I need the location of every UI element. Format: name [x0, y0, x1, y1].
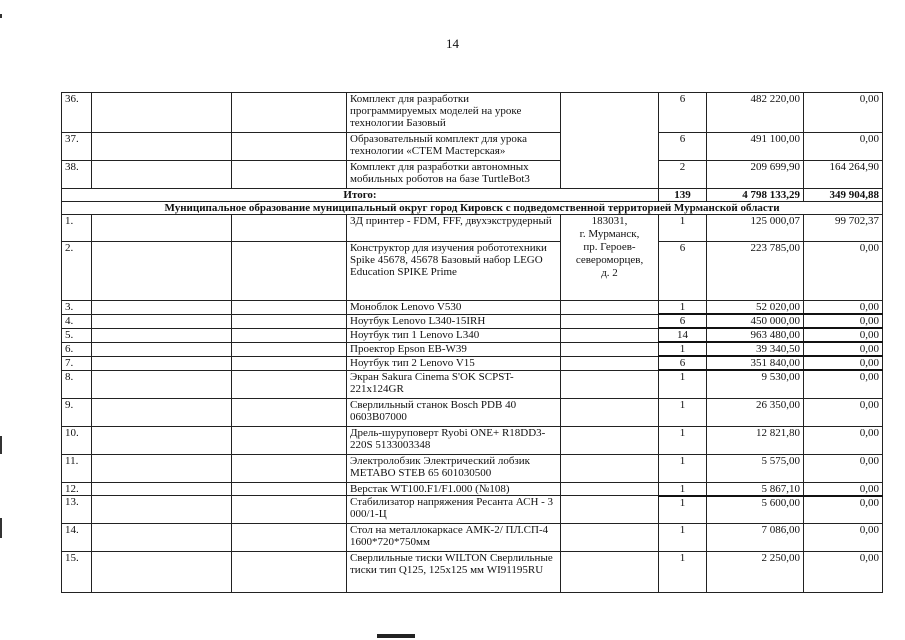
empty-cell: [561, 301, 659, 315]
empty-cell: [561, 482, 659, 496]
item-name: Экран Sakura Cinema S'OK SCPST-221x124GR: [347, 370, 561, 398]
row-number: 12.: [62, 482, 92, 496]
total-row: [62, 189, 883, 202]
item-sum: 52 020,00: [707, 301, 804, 315]
total-extra: 349 904,88: [804, 189, 883, 202]
item-sum: 963 480,00: [707, 328, 804, 342]
row-number: 9.: [62, 398, 92, 426]
item-sum: 26 350,00: [707, 398, 804, 426]
row-number: 38.: [62, 161, 92, 189]
address-line: североморцев,: [575, 254, 644, 266]
item-qty: 14: [659, 328, 707, 342]
empty-cell: [561, 93, 659, 189]
empty-cell: [92, 133, 232, 161]
item-sum: 209 699,90: [707, 161, 804, 189]
address-line: д. 2: [601, 267, 618, 279]
item-sum: 5 600,00: [707, 496, 804, 524]
empty-cell: [232, 328, 347, 342]
section-title: Муниципальное образование муниципальный округ город Кировск с подведомственной территорией Мурманской области: [62, 202, 883, 215]
item-name: Сверлильный станок Bosch PDB 40 0603B07000: [347, 398, 561, 426]
item-sum: 482 220,00: [707, 93, 804, 133]
empty-cell: [561, 524, 659, 552]
item-name: Верстак WT100.F1/F1.000 (№108): [347, 482, 561, 496]
address-line: г. Мурманск,: [579, 228, 640, 240]
previous-rows: [62, 93, 883, 215]
item-qty: 1: [659, 524, 707, 552]
table-row: [62, 398, 883, 426]
empty-cell: [561, 426, 659, 454]
item-extra: 0,00: [804, 370, 883, 398]
item-qty: 6: [659, 314, 707, 328]
item-qty: 1: [659, 454, 707, 482]
equipment-table: [61, 92, 883, 593]
item-name: Проектор Epson EB-W39: [347, 342, 561, 356]
item-qty: 1: [659, 398, 707, 426]
empty-cell: [232, 370, 347, 398]
table-row: [62, 482, 883, 496]
item-extra: 0,00: [804, 93, 883, 133]
item-sum: 5 575,00: [707, 454, 804, 482]
item-extra: 0,00: [804, 342, 883, 356]
item-sum: 450 000,00: [707, 314, 804, 328]
empty-cell: [92, 398, 232, 426]
empty-cell: [561, 370, 659, 398]
table-row: [62, 552, 883, 593]
item-extra: 0,00: [804, 133, 883, 161]
item-extra: 0,00: [804, 496, 883, 524]
empty-cell: [232, 93, 347, 133]
item-extra: 0,00: [804, 552, 883, 593]
empty-cell: [232, 356, 347, 370]
empty-cell: [92, 314, 232, 328]
item-extra: 0,00: [804, 398, 883, 426]
empty-cell: [232, 161, 347, 189]
empty-cell: [92, 301, 232, 315]
item-rows: [62, 215, 883, 593]
row-number: 13.: [62, 496, 92, 524]
empty-cell: [92, 426, 232, 454]
item-name: Комплект для разработки программируемых моделей на уроке технологии Базовый: [347, 93, 561, 133]
empty-cell: [561, 356, 659, 370]
item-name: Ноутбук Lenovo L340-15IRH: [347, 314, 561, 328]
row-number: 5.: [62, 328, 92, 342]
item-qty: 1: [659, 552, 707, 593]
empty-cell: [92, 524, 232, 552]
item-sum: 2 250,00: [707, 552, 804, 593]
item-extra: 0,00: [804, 482, 883, 496]
item-sum: 223 785,00: [707, 242, 804, 301]
empty-cell: [232, 454, 347, 482]
item-qty: 1: [659, 370, 707, 398]
footer-mark: [377, 634, 415, 638]
item-sum: 125 000,07: [707, 215, 804, 242]
item-qty: 6: [659, 242, 707, 301]
item-qty: 6: [659, 356, 707, 370]
table-row: [62, 426, 883, 454]
row-number: 6.: [62, 342, 92, 356]
row-number: 11.: [62, 454, 92, 482]
empty-cell: [561, 496, 659, 524]
edge-mark: [0, 436, 2, 454]
item-extra: 0,00: [804, 524, 883, 552]
edge-mark: [0, 14, 2, 18]
empty-cell: [232, 496, 347, 524]
address-line: 183031,: [591, 215, 628, 227]
item-qty: 1: [659, 215, 707, 242]
item-name: Ноутбук тип 1 Lenovo L340: [347, 328, 561, 342]
address-cell: [561, 215, 659, 301]
empty-cell: [92, 356, 232, 370]
empty-cell: [561, 328, 659, 342]
empty-cell: [92, 454, 232, 482]
empty-cell: [561, 314, 659, 328]
item-sum: 7 086,00: [707, 524, 804, 552]
item-qty: 1: [659, 482, 707, 496]
table-row: [62, 133, 883, 161]
item-sum: 39 340,50: [707, 342, 804, 356]
table-row: [62, 161, 883, 189]
item-extra: 0,00: [804, 242, 883, 301]
empty-cell: [92, 215, 232, 242]
table-row: [62, 301, 883, 315]
empty-cell: [232, 301, 347, 315]
table-row: [62, 314, 883, 328]
empty-cell: [561, 552, 659, 593]
empty-cell: [232, 524, 347, 552]
empty-cell: [92, 552, 232, 593]
item-extra: 0,00: [804, 426, 883, 454]
item-qty: 1: [659, 426, 707, 454]
table-row: [62, 356, 883, 370]
section-row: [62, 202, 883, 215]
empty-cell: [232, 242, 347, 301]
item-name: Образовательный комплект для урока технологии «СТЕМ Мастерская»: [347, 133, 561, 161]
item-extra: 164 264,90: [804, 161, 883, 189]
item-extra: 0,00: [804, 328, 883, 342]
row-number: 3.: [62, 301, 92, 315]
table-row: [62, 93, 883, 133]
empty-cell: [232, 482, 347, 496]
page-number: 14: [446, 36, 459, 51]
item-name: Электролобзик Электрический лобзик METABO STEB 65 601030500: [347, 454, 561, 482]
table-row: [62, 524, 883, 552]
table-row: [62, 215, 883, 242]
item-qty: 1: [659, 496, 707, 524]
table-row: [62, 328, 883, 342]
total-sum: 4 798 133,29: [707, 189, 804, 202]
row-number: 8.: [62, 370, 92, 398]
item-sum: 351 840,00: [707, 356, 804, 370]
empty-cell: [232, 342, 347, 356]
empty-cell: [232, 426, 347, 454]
edge-mark: [0, 518, 2, 538]
item-name: Ноутбук тип 2 Lenovo V15: [347, 356, 561, 370]
row-number: 2.: [62, 242, 92, 301]
empty-cell: [92, 328, 232, 342]
item-extra: 0,00: [804, 314, 883, 328]
empty-cell: [92, 242, 232, 301]
row-number: 4.: [62, 314, 92, 328]
table-row: [62, 242, 883, 301]
address-line: пр. Героев-: [583, 241, 636, 253]
total-qty: 139: [659, 189, 707, 202]
total-label: Итого:: [62, 189, 659, 202]
item-extra: 0,00: [804, 454, 883, 482]
item-extra: 99 702,37: [804, 215, 883, 242]
row-number: 7.: [62, 356, 92, 370]
item-sum: 12 821,80: [707, 426, 804, 454]
item-sum: 9 530,00: [707, 370, 804, 398]
empty-cell: [561, 454, 659, 482]
item-extra: 0,00: [804, 356, 883, 370]
empty-cell: [232, 133, 347, 161]
item-qty: 6: [659, 133, 707, 161]
empty-cell: [561, 342, 659, 356]
empty-cell: [232, 314, 347, 328]
empty-cell: [232, 552, 347, 593]
item-name: Стол на металлокаркасе АМК-2/ ПЛ.СП-4 1600*720*750мм: [347, 524, 561, 552]
empty-cell: [92, 482, 232, 496]
item-name: Стабилизатор напряжения Ресанта АСН - 3 000/1-Ц: [347, 496, 561, 524]
empty-cell: [561, 398, 659, 426]
table-row: [62, 342, 883, 356]
item-name: Сверлильные тиски WILTON Сверлильные тиски тип Q125, 125х125 мм WI91195RU: [347, 552, 561, 593]
table-row: [62, 496, 883, 524]
row-number: 1.: [62, 215, 92, 242]
row-number: 10.: [62, 426, 92, 454]
item-qty: 6: [659, 93, 707, 133]
item-name: Комплект для разработки автономных мобильных роботов на базе TurtleBot3: [347, 161, 561, 189]
row-number: 36.: [62, 93, 92, 133]
empty-cell: [92, 93, 232, 133]
item-sum: 491 100,00: [707, 133, 804, 161]
item-name: Моноблок Lenovo V530: [347, 301, 561, 315]
empty-cell: [92, 161, 232, 189]
table-row: [62, 370, 883, 398]
item-extra: 0,00: [804, 301, 883, 315]
empty-cell: [232, 215, 347, 242]
item-name: Дрель-шуруповерт Ryobi ONE+ R18DD3-220S 5133003348: [347, 426, 561, 454]
item-sum: 5 867,10: [707, 482, 804, 496]
empty-cell: [232, 398, 347, 426]
empty-cell: [92, 342, 232, 356]
item-name: Конструктор для изучения робототехники Spike 45678, 45678 Базовый набор LEGO Education SPIKE Prime: [347, 242, 561, 301]
row-number: 15.: [62, 552, 92, 593]
item-name: 3Д принтер - FDM, FFF, двухэкструдерный: [347, 215, 561, 242]
table-row: [62, 454, 883, 482]
item-qty: 1: [659, 342, 707, 356]
item-qty: 2: [659, 161, 707, 189]
empty-cell: [92, 496, 232, 524]
item-qty: 1: [659, 301, 707, 315]
empty-cell: [92, 370, 232, 398]
row-number: 14.: [62, 524, 92, 552]
row-number: 37.: [62, 133, 92, 161]
